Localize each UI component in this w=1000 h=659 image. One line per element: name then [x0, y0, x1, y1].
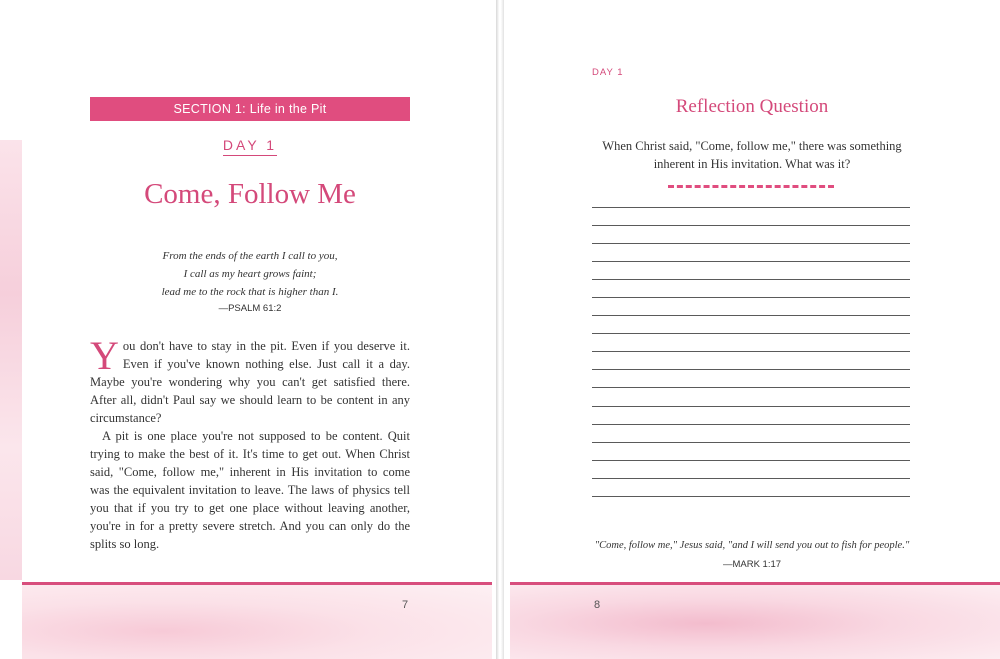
epigraph-line: lead me to the rock that is higher than I.: [161, 286, 339, 298]
writing-line: [592, 406, 910, 424]
writing-line: [592, 297, 910, 315]
paragraph-text: ou don't have to stay in the pit. Even if you deserve it. Even if you've known nothing else. Just call it a day. Maybe you're wondering why you can't get satisfied there. After all, didn't Paul say we should learn to be content in any circumstance?: [90, 339, 410, 425]
epigraph-line: I call as my heart grows faint;: [183, 268, 317, 280]
page-number: 7: [402, 599, 409, 611]
footer-citation: —MARK 1:17: [722, 559, 782, 570]
right-page: [504, 0, 1000, 659]
book-gutter: [496, 0, 504, 659]
writing-line: [592, 424, 910, 442]
writing-line: [592, 333, 910, 351]
day-heading-label: DAY 1: [223, 137, 277, 156]
left-page: [0, 0, 496, 659]
reflection-title: Reflection Question: [675, 96, 829, 117]
writing-lines: [592, 207, 910, 514]
writing-line: [592, 460, 910, 478]
epigraph-citation: —PSALM 61:2: [218, 303, 282, 314]
writing-line: [592, 207, 910, 225]
running-head: DAY 1: [592, 67, 624, 78]
page-footer: [22, 582, 492, 659]
day-heading: [90, 137, 410, 156]
marble-page-edge: [0, 140, 22, 580]
paragraph: [90, 333, 410, 427]
epigraph-line: From the ends of the earth I call to you,: [162, 250, 338, 262]
writing-line: [592, 478, 910, 496]
paragraph: A pit is one place you're not supposed to be content. Quit trying to make the best of it. It's time to get out. When Christ said, "Come, follow me," inherent in His invitation to come was the equivalent invitation to leave. The laws of physics tell you that if you try to get one place without leaving another, you're in for a pretty severe stretch. And you can only do the splits so long.: [90, 429, 410, 551]
page-number: 8: [594, 599, 601, 611]
section-banner: SECTION 1: Life in the Pit: [90, 97, 410, 121]
body-text: [90, 333, 410, 553]
writing-line: [592, 351, 910, 369]
dashed-divider: [668, 185, 834, 192]
writing-line: [592, 496, 910, 514]
writing-line: [592, 315, 910, 333]
writing-line: [592, 261, 910, 279]
epigraph: [90, 247, 410, 301]
footer-quote: "Come, follow me," Jesus said, "and I will send you out to fish for people.": [594, 540, 910, 551]
writing-line: [592, 279, 910, 297]
page-footer: [510, 582, 1000, 659]
writing-line: [592, 442, 910, 460]
writing-line: [592, 243, 910, 261]
page-title: Come, Follow Me: [144, 178, 356, 210]
writing-line: [592, 369, 910, 387]
reflection-question: When Christ said, "Come, follow me," there was something inherent in His invitation. What was it?: [602, 139, 902, 171]
writing-line: [592, 387, 910, 405]
drop-cap: Y: [90, 333, 119, 378]
writing-line: [592, 225, 910, 243]
